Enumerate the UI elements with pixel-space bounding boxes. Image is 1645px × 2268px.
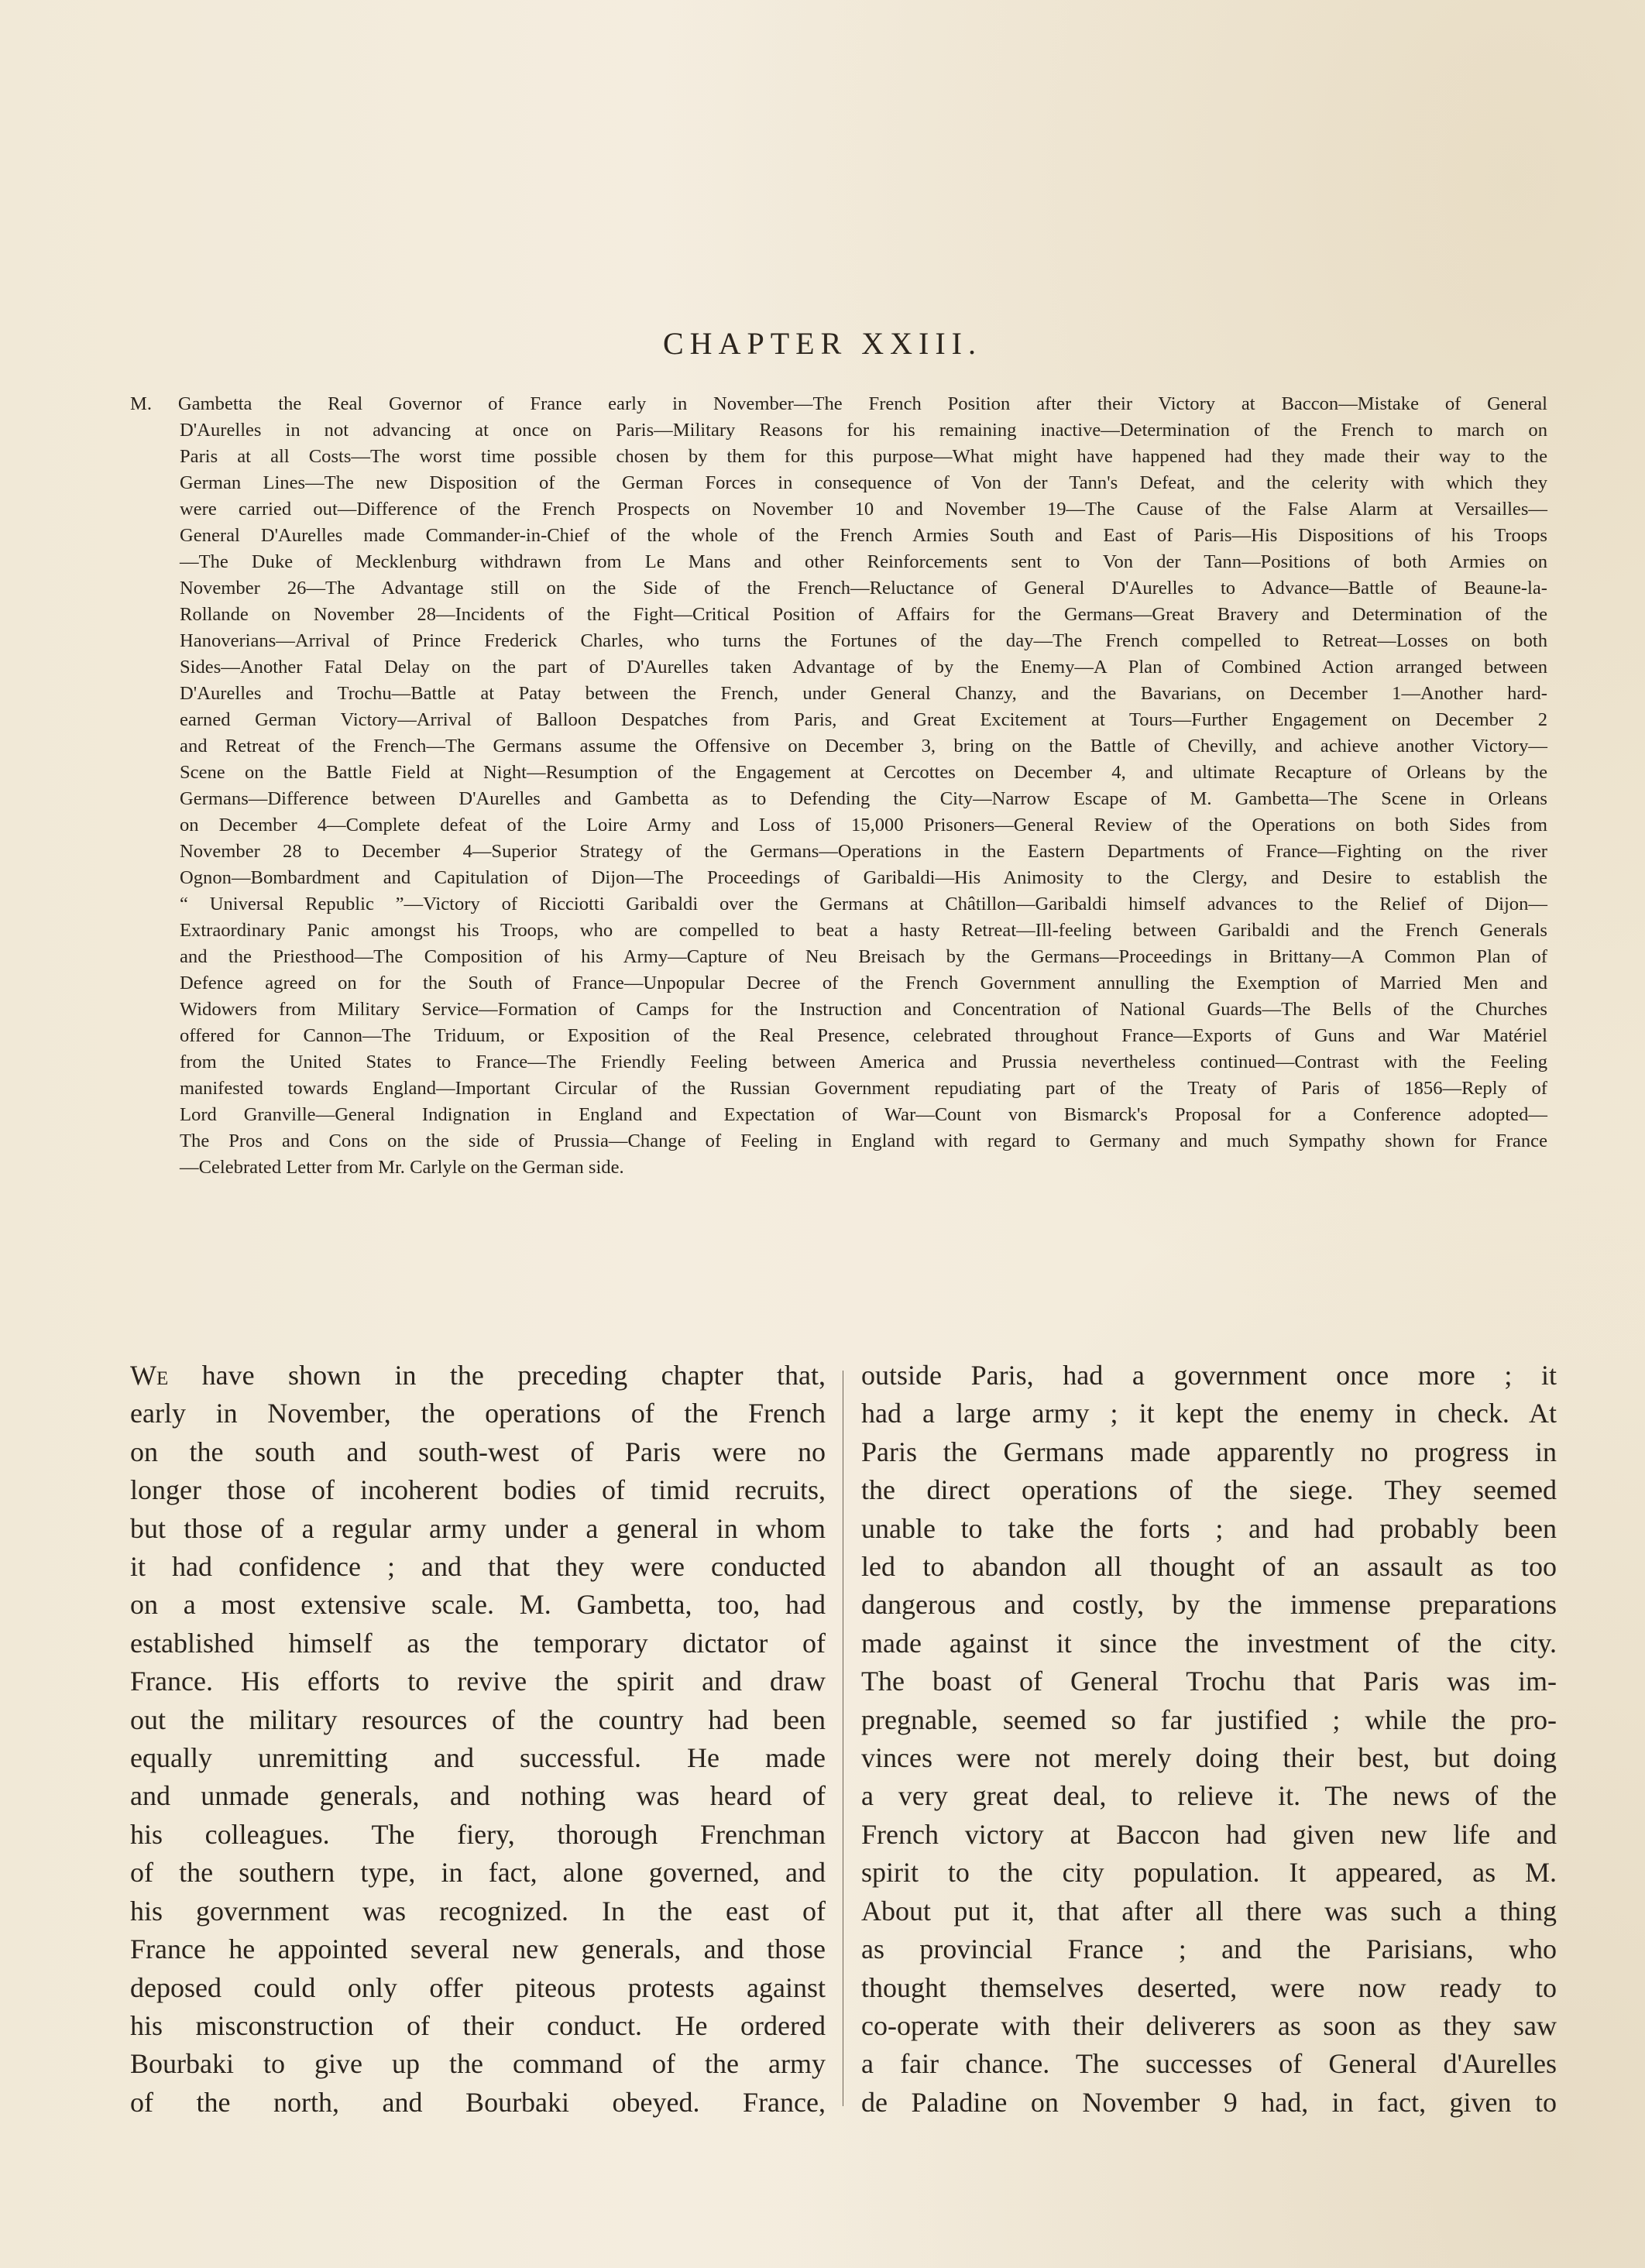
summary-line: General D'Aurelles made Commander-in-Chief of the whole of the French Armies South and East of Paris—His Dispositions of his Troops	[180, 525, 1547, 546]
paragraph-line: on the south and south-west of Paris were no	[130, 1436, 826, 1467]
paragraph-line: his misconstruction of their conduct. He ordered	[130, 2009, 826, 2041]
summary-line: manifested towards England—Important Circular of the Russian Government repudiating part of the Treaty of Paris of 1856—Reply of	[180, 1078, 1547, 1099]
paragraph-line: Bourbaki to give up the command of the army	[130, 2048, 826, 2080]
summary-line: —Celebrated Letter from Mr. Carlyle on the German side.	[180, 1157, 624, 1178]
paragraph-line: led to abandon all thought of an assault as too	[861, 1551, 1557, 1583]
paragraph-line: on a most extensive scale. M. Gambetta, too, had	[130, 1589, 826, 1621]
paragraph-line: it had confidence ; and that they were conducted	[130, 1551, 826, 1583]
paragraph-line: had a large army ; it kept the enemy in check. At	[861, 1398, 1557, 1429]
summary-line: Lord Granville—General Indignation in England and Expectation of War—Count von Bismarck's Proposal for a Conference adopted—	[180, 1104, 1547, 1125]
body-text	[130, 1357, 1557, 2131]
right-column	[861, 1357, 1557, 2122]
paragraph-line: his government was recognized. In the east of	[130, 1895, 826, 1927]
summary-line: Paris at all Costs—The worst time possible chosen by them for this purpose—What might have happened had they made their way to the	[180, 446, 1547, 467]
summary-line: Germans—Difference between D'Aurelles and Gambetta as to Defending the City—Narrow Escape of M. Gambetta—The Scene in Orleans	[180, 788, 1547, 809]
paragraph-line: a fair chance. The successes of General d'Aurelles	[861, 2048, 1557, 2080]
paragraph-line: equally unremitting and successful. He made	[130, 1742, 826, 1774]
paragraph-line: and unmade generals, and nothing was heard of	[130, 1780, 826, 1812]
summary-line: German Lines—The new Disposition of the German Forces in consequence of Von der Tann's Defeat, and the celerity with which they	[180, 472, 1547, 493]
paragraph-line: of the southern type, in fact, alone governed, and	[130, 1857, 826, 1889]
paragraph-line: unable to take the forts ; and had probably been	[861, 1512, 1557, 1544]
paragraph-line: a very great deal, to relieve it. The news of the	[861, 1780, 1557, 1812]
summary-line: offered for Cannon—The Triduum, or Exposition of the Real Presence, celebrated throughout France—Exports of Guns and War Matériel	[180, 1025, 1547, 1046]
paragraph-line: outside Paris, had a government once more ; it	[861, 1360, 1557, 1391]
summary-line: and Retreat of the French—The Germans assume the Offensive on December 3, bring on the Battle of Chevilly, and achieve another Victory—	[180, 736, 1547, 757]
paragraph-line: thought themselves deserted, were now ready to	[861, 1971, 1557, 2003]
paragraph-line: as provincial France ; and the Parisians, who	[861, 1933, 1557, 1965]
summary-line: Rollande on November 28—Incidents of the Fight—Critical Position of Affairs for the Germans—Great Bravery and Determination of the	[180, 604, 1547, 625]
summary-line: November 26—The Advantage still on the Side of the French—Reluctance of General D'Aurelles to Advance—Battle of Beaune-la-	[180, 578, 1547, 599]
paragraph-line: de Paladine on November 9 had, in fact, given to	[861, 2086, 1557, 2118]
paragraph-line: established himself as the temporary dictator of	[130, 1627, 826, 1659]
summary-line: and the Priesthood—The Composition of his Army—Capture of Neu Breisach by the Germans—Proceedings in Brittany—A Common Plan of	[180, 946, 1547, 967]
paragraph-line: France he appointed several new generals, and those	[130, 1933, 826, 1965]
left-column	[130, 1357, 826, 2122]
paragraph-line: his colleagues. The fiery, thorough Frenchman	[130, 1818, 826, 1850]
summary-line: Widowers from Military Service—Formation of Camps for the Instruction and Concentration of National Guards—The Bells of the Churches	[180, 999, 1547, 1020]
paragraph-line: The boast of General Trochu that Paris was im-	[861, 1666, 1557, 1697]
paragraph-line: About put it, that after all there was such a thing	[861, 1895, 1557, 1927]
summary-line: Scene on the Battle Field at Night—Resumption of the Engagement at Cercottes on December 4, and ultimate Recapture of Orleans by the	[180, 762, 1547, 783]
paragraph-line: co-operate with their deliverers as soon as they saw	[861, 2009, 1557, 2041]
chapter-title: CHAPTER XXIII.	[663, 326, 982, 361]
summary-line: D'Aurelles and Trochu—Battle at Patay between the French, under General Chanzy, and the Bavarians, on December 1—Another hard-	[180, 683, 1547, 704]
summary-line: The Pros and Cons on the side of Prussia—Change of Feeling in England with regard to Germany and much Sympathy shown for France	[180, 1131, 1547, 1151]
paragraph-line: but those of a regular army under a general in whom	[130, 1512, 826, 1544]
summary-line: on December 4—Complete defeat of the Loire Army and Loss of 15,000 Prisoners—General Review of the Operations on both Sides from	[180, 815, 1547, 835]
paragraph-line: the direct operations of the siege. They seemed	[861, 1474, 1557, 1506]
paragraph-line: made against it since the investment of the city.	[861, 1627, 1557, 1659]
paragraph-line: early in November, the operations of the French	[130, 1398, 826, 1429]
summary-line: were carried out—Difference of the French Prospects on November 10 and November 19—The Cause of the False Alarm at Versailles—	[180, 499, 1547, 520]
summary-line: —The Duke of Mecklenburg withdrawn from Le Mans and other Reinforcements sent to Von der Tann—Positions of both Armies on	[180, 551, 1547, 572]
summary-line: Extraordinary Panic amongst his Troops, who are compelled to beat a hasty Retreat—Ill-feeling between Garibaldi and the French Generals	[180, 920, 1547, 941]
paragraph-line: France. His efforts to revive the spirit and draw	[130, 1666, 826, 1697]
summary-line: November 28 to December 4—Superior Strategy of the Germans—Operations in the Eastern Departments of France—Fighting on the river	[180, 841, 1547, 862]
paragraph-line: Paris the Germans made apparently no progress in	[861, 1436, 1557, 1467]
summary-line: earned German Victory—Arrival of Balloon Despatches from Paris, and Great Excitement at Tours—Further Engagement on December 2	[180, 709, 1547, 730]
paragraph-line: out the military resources of the country had been	[130, 1704, 826, 1735]
paragraph-line: vinces were not merely doing their best, but doing	[861, 1742, 1557, 1774]
summary-line: Sides—Another Fatal Delay on the part of D'Aurelles taken Advantage of by the Enemy—A Plan of Combined Action arranged between	[180, 657, 1547, 678]
summary-line: Hanoverians—Arrival of Prince Frederick Charles, who turns the Fortunes of the day—The French compelled to Retreat—Losses on both	[180, 630, 1547, 651]
paragraph-line: longer those of incoherent bodies of timid recruits,	[130, 1474, 826, 1506]
paragraph-line: deposed could only offer piteous protests against	[130, 1971, 826, 2003]
chapter-summary	[130, 391, 1547, 1181]
paragraph-line: pregnable, seemed so far justified ; while the pro-	[861, 1704, 1557, 1735]
paragraph-line: We have shown in the preceding chapter that,	[130, 1360, 826, 1391]
paragraph-line: French victory at Baccon had given new life and	[861, 1818, 1557, 1850]
summary-line: Ognon—Bombardment and Capitulation of Dijon—The Proceedings of Garibaldi—His Animosity to the Clergy, and Desire to establish the	[180, 867, 1547, 888]
paragraph-line: dangerous and costly, by the immense preparations	[861, 1589, 1557, 1621]
paragraph-line: spirit to the city population. It appeared, as M.	[861, 1857, 1557, 1889]
summary-line: M. Gambetta the Real Governor of France early in November—The French Position after their Victory at Baccon—Mistake of General	[130, 393, 1547, 414]
summary-line: from the United States to France—The Friendly Feeling between America and Prussia nevertheless continued—Contrast with the Feeling	[180, 1052, 1547, 1072]
summary-line: “ Universal Republic ”—Victory of Ricciotti Garibaldi over the Germans at Châtillon—Garibaldi himself advances to the Relief of Dijon—	[180, 894, 1547, 914]
paragraph-line: of the north, and Bourbaki obeyed. France,	[130, 2086, 826, 2118]
summary-line: D'Aurelles in not advancing at once on Paris—Military Reasons for his remaining inactive—Determination of the French to march on	[180, 420, 1547, 441]
summary-line: Defence agreed on for the South of France—Unpopular Decree of the French Government annulling the Exemption of Married Men and	[180, 973, 1547, 993]
